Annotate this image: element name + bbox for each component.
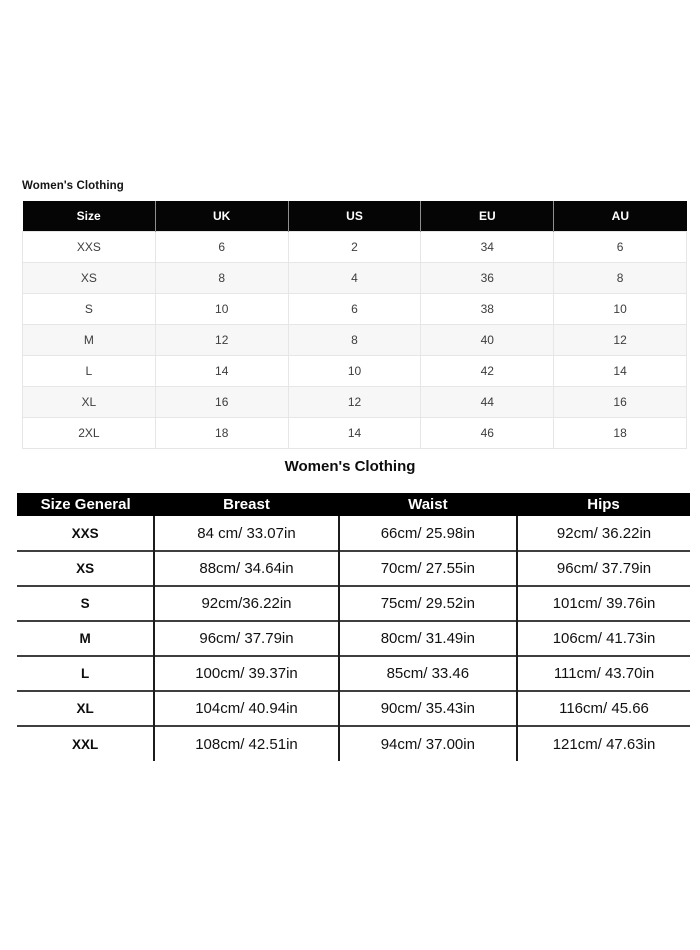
table-cell: 92cm/36.22in xyxy=(154,586,338,621)
table-cell: 96cm/ 37.79in xyxy=(517,551,690,586)
table-cell: L xyxy=(17,656,154,691)
table-cell: 6 xyxy=(554,231,687,262)
measurement-size-chart-title: Women's Clothing xyxy=(284,458,416,475)
table-cell: 14 xyxy=(155,355,288,386)
table-cell: 104cm/ 40.94in xyxy=(154,691,338,726)
table-cell: 12 xyxy=(155,324,288,355)
table-cell: 12 xyxy=(288,386,421,417)
table-cell: 116cm/ 45.66 xyxy=(517,691,690,726)
table-row xyxy=(17,726,690,761)
column-header: Hips xyxy=(517,493,690,516)
table-cell: 101cm/ 39.76in xyxy=(517,586,690,621)
table-cell: 16 xyxy=(554,386,687,417)
table-cell: 14 xyxy=(288,417,421,448)
measurement-size-chart-header xyxy=(17,493,690,516)
table-cell: 18 xyxy=(554,417,687,448)
measurement-size-chart-body xyxy=(17,516,690,761)
table-cell: 92cm/ 36.22in xyxy=(517,516,690,551)
column-header: Waist xyxy=(339,493,517,516)
table-cell: XS xyxy=(23,262,156,293)
table-cell: 10 xyxy=(554,293,687,324)
table-row xyxy=(23,262,687,293)
international-size-chart-title: Women's Clothing xyxy=(22,180,124,192)
column-header: Size General xyxy=(17,493,154,516)
column-header: UK xyxy=(155,201,288,231)
column-header: US xyxy=(288,201,421,231)
table-cell: 8 xyxy=(288,324,421,355)
column-header: Size xyxy=(23,201,156,231)
table-cell: XXL xyxy=(17,726,154,761)
column-header: Breast xyxy=(154,493,338,516)
table-cell: 40 xyxy=(421,324,554,355)
table-cell: 46 xyxy=(421,417,554,448)
table-cell: M xyxy=(17,621,154,656)
table-cell: XXS xyxy=(71,525,99,541)
international-size-chart-table xyxy=(22,201,687,449)
table-cell: 2 xyxy=(288,231,421,262)
table-cell: 6 xyxy=(288,293,421,324)
table-row xyxy=(17,516,690,551)
table-cell: 106cm/ 41.73in xyxy=(517,621,690,656)
table-row xyxy=(23,324,687,355)
international-size-chart-header xyxy=(23,201,687,231)
international-size-chart-body xyxy=(23,231,687,448)
table-row xyxy=(17,621,690,656)
table-cell: 8 xyxy=(554,262,687,293)
table-row xyxy=(23,231,687,262)
table-cell: 96cm/ 37.79in xyxy=(154,621,338,656)
column-header: AU xyxy=(554,201,687,231)
table-header-row xyxy=(17,493,690,516)
table-cell: 10 xyxy=(155,293,288,324)
table-cell: XXS xyxy=(23,231,156,262)
table-cell: S xyxy=(23,293,156,324)
table-cell: 12 xyxy=(554,324,687,355)
table-cell: 38 xyxy=(421,293,554,324)
table-cell: 66cm/ 25.98in xyxy=(339,516,517,551)
table-cell: 108cm/ 42.51in xyxy=(154,726,338,761)
table-cell: 18 xyxy=(155,417,288,448)
table-cell: 42 xyxy=(421,355,554,386)
table-cell: 34 xyxy=(421,231,554,262)
measurement-size-chart-table xyxy=(17,493,690,761)
table-cell: 75cm/ 29.52in xyxy=(339,586,517,621)
table-cell: 85cm/ 33.46 xyxy=(339,656,517,691)
table-cell: 88cm/ 34.64in xyxy=(154,551,338,586)
table-row xyxy=(17,691,690,726)
table-cell: 121cm/ 47.63in xyxy=(517,726,690,761)
table-cell: 10 xyxy=(288,355,421,386)
table-cell: 6 xyxy=(155,231,288,262)
table-cell: 84 cm/ 33.07in xyxy=(154,516,338,551)
table-row xyxy=(23,293,687,324)
table-row xyxy=(17,656,690,691)
table-cell: 90cm/ 35.43in xyxy=(339,691,517,726)
table-cell: 8 xyxy=(155,262,288,293)
table-cell: 16 xyxy=(155,386,288,417)
table-cell: 2XL xyxy=(23,417,156,448)
table-cell: XS xyxy=(17,551,154,586)
table-cell: XL xyxy=(23,386,156,417)
table-row xyxy=(23,417,687,448)
table-cell: 80cm/ 31.49in xyxy=(339,621,517,656)
table-row xyxy=(17,586,690,621)
table-cell: 94cm/ 37.00in xyxy=(339,726,517,761)
table-cell: XL xyxy=(17,691,154,726)
table-header-row xyxy=(23,201,687,231)
table-row xyxy=(23,386,687,417)
table-cell: 14 xyxy=(554,355,687,386)
table-cell: 4 xyxy=(288,262,421,293)
table-cell: M xyxy=(23,324,156,355)
table-cell: 100cm/ 39.37in xyxy=(154,656,338,691)
table-cell: S xyxy=(17,586,154,621)
table-cell: 44 xyxy=(421,386,554,417)
table-row xyxy=(23,355,687,386)
table-row xyxy=(17,551,690,586)
column-header: EU xyxy=(421,201,554,231)
table-cell: 70cm/ 27.55in xyxy=(339,551,517,586)
table-cell: L xyxy=(23,355,156,386)
table-cell: 36 xyxy=(421,262,554,293)
table-cell: 111cm/ 43.70in xyxy=(517,656,690,691)
